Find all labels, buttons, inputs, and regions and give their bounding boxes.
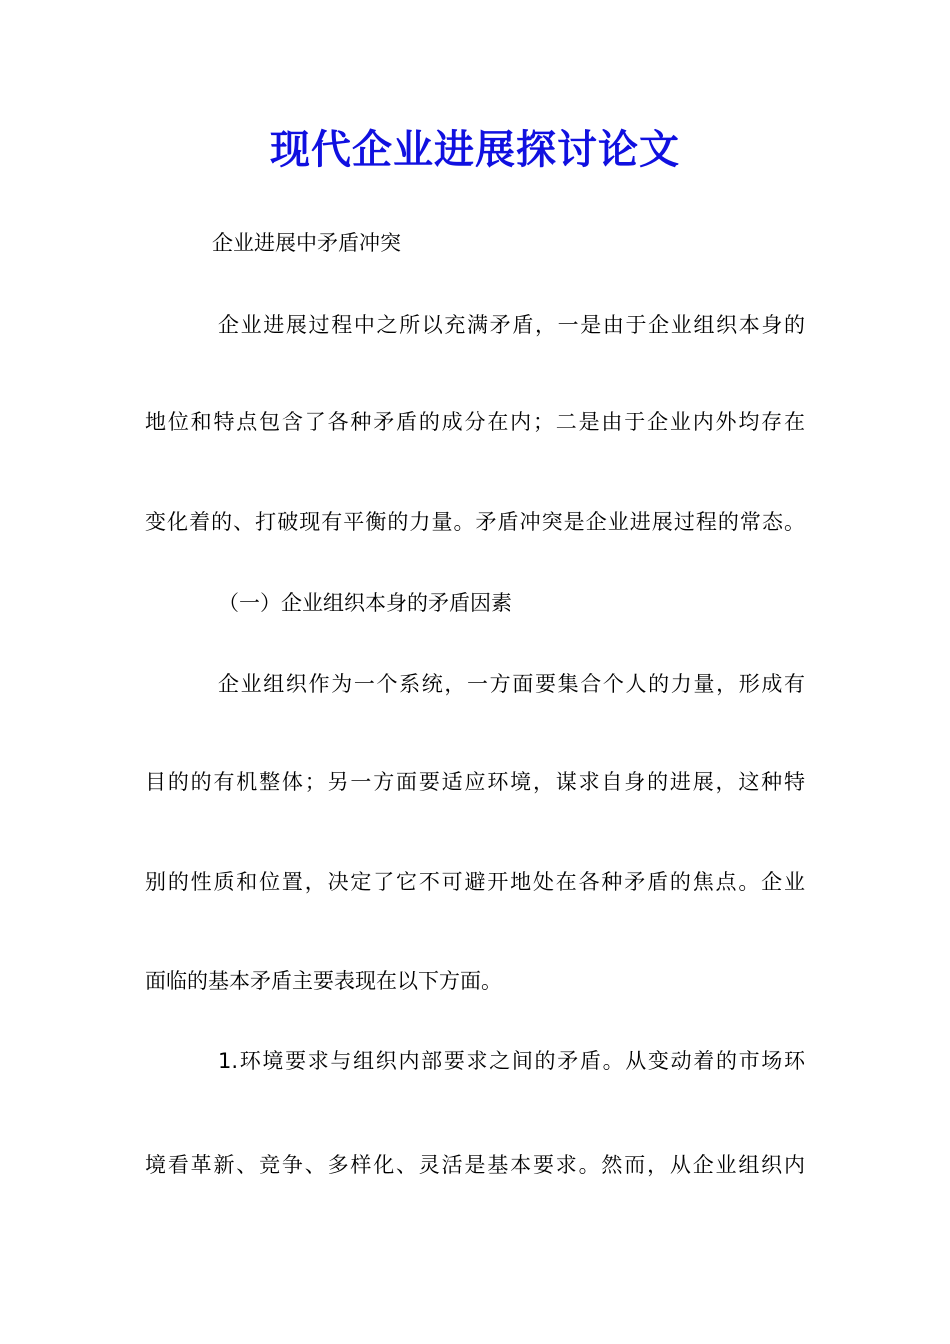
paragraph-line: 企业进展过程中之所以充满矛盾，一是由于企业组织本身的 xyxy=(218,313,805,337)
paragraph-line: 企业组织作为一个系统，一方面要集合个人的力量，形成有 xyxy=(218,672,805,696)
paragraph-line: 境看革新、竞争、多样化、灵活是基本要求。然而，从企业组织内 xyxy=(145,1153,805,1177)
paragraph-line: 别的性质和位置，决定了它不可避开地处在各种矛盾的焦点。企业 xyxy=(145,870,805,894)
section-heading: 企业进展中矛盾冲突 xyxy=(212,231,401,255)
paragraph-line: 地位和特点包含了各种矛盾的成分在内；二是由于企业内外均存在 xyxy=(145,410,805,434)
subsection-heading: （一）企业组织本身的矛盾因素 xyxy=(218,591,512,615)
paragraph-line: 1.环境要求与组织内部要求之间的矛盾。从变动着的市场环 xyxy=(218,1049,805,1073)
paragraph-line: 面临的基本矛盾主要表现在以下方面。 xyxy=(145,969,502,993)
document-title: 现代企业进展探讨论文 xyxy=(270,126,680,173)
paragraph-line: 变化着的、打破现有平衡的力量。矛盾冲突是企业进展过程的常态。 xyxy=(145,510,805,534)
paragraph-line: 目的的有机整体；另一方面要适应环境，谋求自身的进展，这种特 xyxy=(145,770,805,794)
